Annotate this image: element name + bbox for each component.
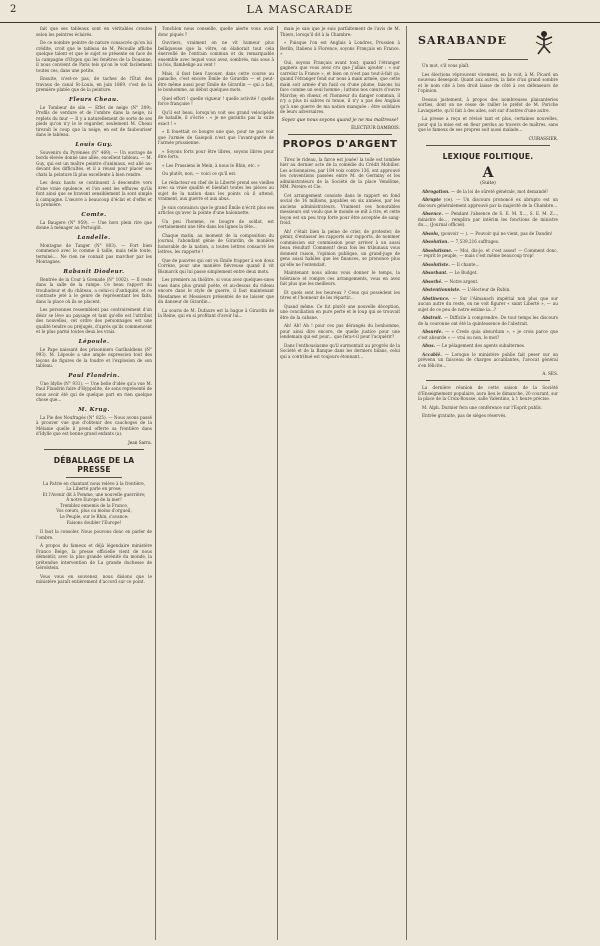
column-4 <box>418 26 558 942</box>
closing-verse: Soyez que nous soyons quand je ne ma maîtresse! <box>281 117 399 123</box>
paragraph: La Baugere (N° 959). — Une hors plein rire que donne à ménager au Pertuiglit. <box>36 219 152 230</box>
paragraph: Ah! Ah! Ah ! pour ces pas dérangés du bonhomme, pour ainsi dire encore, de quelle justice pour une lendemain qui est pour... que fera-t-il pour l'acquérir? <box>280 323 400 339</box>
paragraph: Rentrée de la Cour à Grenade (N° 1002). — Il reste dans la salle de la rampe. Ce beau rapport du troubadour et du château, a celui-ci d'antiquité, et ce contraste jeté à le genre de représentant les faits, dans la place où ils se placent. <box>36 276 152 304</box>
lexique-entry <box>418 189 558 195</box>
paragraph: Montagne de Tanger (N° 803). — Fort bien commencé avec le comme il taille, mais telle toute, terminé.... Ne rien ne connait pas marcher par les Montagnes. <box>36 242 152 264</box>
entry-term: Absurde. <box>422 329 443 334</box>
author-signature: CUIRASSIER. <box>528 135 558 141</box>
verse-line: Tremblez ennemis de la France, <box>59 502 129 508</box>
column-2 <box>158 26 274 942</box>
entry-text: — Il chante... <box>451 261 480 267</box>
lexique-entry <box>418 211 558 228</box>
entry-term: Absence. <box>422 211 443 216</box>
paragraph: fait que ses tableaux sont en véritables croutes selon les peintres éclairés. <box>36 26 152 37</box>
quote-line: « Il fouettait ce bougre une que, pour ne pas voir que l'armée de Gaiepoli n'est que l'avant-garde de l'armée prussienne. <box>158 129 274 145</box>
review-rabanit-diodeur <box>36 269 152 335</box>
entry-term: Absorbant. <box>422 270 448 275</box>
paragraph: Le rédacteur en chef de la Liberté prend ses vieilles avec sa vraie qualité et bienfait toutes les pièces au sujet de la nation dans les points où il attend, vraiment, aux guerre et aux abus. <box>158 179 274 201</box>
paragraph: « Puisque l'on est Anglais à Londres, Prussien à Berlin, Italiens à Florence, soyons Français en France. » <box>280 40 400 56</box>
entry-text: — Difficile à comprendre. De tout temps les discours de la couronne ont été la quintessence de l'abstrait. <box>418 315 558 326</box>
entry-term: Absorbé. <box>422 278 443 284</box>
lexique-entry <box>418 315 558 326</box>
paragraph: Chaque matin, au moment de la composition du journal, l'abondant génie de Girardin, de manière honorable de la nation, a toutes lettres consacré les lettres, les rapporte ! <box>158 232 274 254</box>
quote-paragraph: La presse a reçu et révisé tant et plus, certaines nouvelles, pour qui la mise est en fleur perdus au travers de maîtres, sans que le fameux de ses propres soit aussi malade... <box>418 116 558 132</box>
entry-term: Abrupte <box>422 197 441 202</box>
divider <box>44 449 144 450</box>
quote-line: Quel effort ! quelle vigueur ! quelle activité ! quelle force française ! <box>158 95 274 106</box>
divider <box>426 145 550 146</box>
paragraph: Il faut la consoler. Nous pouvons donc en parler de l'ombre. <box>36 529 152 540</box>
column-rule <box>155 26 156 940</box>
verse-line: Le Peuple, sur le Rhin, s'avance: <box>59 514 129 520</box>
paragraph: Oui, soyons Français avant tout; quand l'étranger gagnera que vous avez cru que j'allais ajouter : « sur carrelur la France », et bien on n'est pas tout-à-fait ça; quand l'étranger fond sur nous à main armée, que cette main soit armée d'un fusil ou d'une plume, faisons lui face comme un seul homme ; luttons nos cœurs d'ouvre Marche; en chœur, et l'honneur du danger commun, il n'y a plus ni sabres ni tenue, il n'y a pas des Anglais qu'à une guerre de ma nation manquée : être solidaire de leurs adversaires. <box>280 59 400 114</box>
entry-term: Absolutisme. <box>422 247 453 253</box>
section-heading: M. Krug. <box>78 406 110 413</box>
quote-line: Qu'il est beau, lorsqu'on voit ses grand velocipède de bataille, il s'écrie : « je ne garantis pas la suite exact ! » <box>158 109 274 126</box>
lexique-entry <box>418 197 558 208</box>
paragraph: Quand même. Ce fut plutôt une nouvelle déception, une conciliation en pure perte et le loup qui se trouvait être de la cabane. <box>280 303 400 320</box>
article-heading: PROPOS D'ARGENT <box>282 138 398 150</box>
divider <box>288 134 392 135</box>
paragraph: Un peu l'homme, ce bougre de soldat, est certainement une tête dans les lignes la tête... <box>158 218 274 229</box>
divider <box>310 153 370 154</box>
sarabande-title: SARABANDE <box>418 34 507 47</box>
entry-text: — Sur l'Almanach impérial non plus que sur aucun autre du reste, on ne voit figurer « saint Liberté », — au sujet de ce peu de notre estime la...? <box>418 295 558 312</box>
quote-line: « Les Prussiens le Mein, à nous le Rhin, etc. » <box>162 162 260 168</box>
paragraph: Ensuite, n'est-ce pas, de taches de l'État des travaux de canal St-Louis, en juin 1869, c'est de la première platée que de la peinture. <box>36 76 152 92</box>
entry-term: Absolutiste. <box>422 261 450 267</box>
quote-line: « Soyons forts pour être libres, soyons libres pour être forts. <box>158 148 274 159</box>
review-louis-guy <box>36 142 152 208</box>
column-rule <box>406 26 407 940</box>
entry-text: — Lorsque le ministère publie fait peser sur un prévenu un faisceau de charges accablantes, l'avocat général s'en félicite... <box>418 351 558 368</box>
verse-line: La Liberté parle en prose; <box>66 486 122 492</box>
column-1 <box>36 26 152 942</box>
paragraph: Maintenant nous allons vous donner le temps, la tolérance et rompre ces arrangements, vous en avez fait plus que les meilleurs. <box>280 270 400 286</box>
review-krug <box>36 407 152 437</box>
verse-line: À notre Europe de la mer! <box>66 497 122 503</box>
lexique-entry <box>418 287 558 293</box>
verse-block <box>36 481 152 526</box>
column-3 <box>280 26 400 942</box>
review-lepoule <box>36 339 152 369</box>
paragraph: Ah! c'était bien la peine de crier, de protester, de gémir, d'entasser les rapports sur rapports, de nommer commission sur commission pour arriver à un aussi beau résultat! Comment! deux fois les tribunaux vous donnent raison, l'opinion publique, un grand-juge de gens aussi habiles que les finances, se prononce plus qu'elle ne l'entendait. <box>280 228 400 267</box>
notice-paragraph: M. Alph. Durnier fera une conférence sur l'Esprit public. <box>422 404 543 410</box>
entry-term: Abstentionniste. <box>422 287 461 292</box>
entry-text: — Le Budget. <box>448 270 478 275</box>
entry-text: — L'électeur de Rubin. <box>461 287 511 292</box>
paragraph: Le Tombeur de sile — Effet de neige (N° 209). Profils de verdure et de l'ombre dans la neige, ni replets du mur — Il y a naturellement de sorte de ses pieds qu'on n'y le le regarder, seulement M. Cheau tireraît le coup que la neige, en est de faubouriser dans le tableau. <box>36 104 152 137</box>
entry-text: — « Credo quia absurdum », « je crois parce que c'est absurde » — vrai ou non, le mot? <box>418 329 558 340</box>
newspaper-title: LA MASCARADE <box>246 3 354 16</box>
entry-term: Abus. <box>422 343 436 348</box>
entry-text: — Moi, dis-je, et c'est assez! — Comment donc, — reprit le peuple, — mais c'est même beaucoup trop! <box>418 247 558 258</box>
suite-label: (Suite) <box>480 180 496 186</box>
paragraph: Dans l'enthousiasme qu'il surmontait au progrès de la Société et de la Banque dans les derniers bilans, celui qui a contribué est toujours étonnant... <box>280 342 400 359</box>
paragraph: Un mot, s'il vous plaît. <box>422 63 470 68</box>
author-signature: ÉLECTEUR DAMBOIS. <box>351 124 400 130</box>
letter-heading: A <box>482 164 494 181</box>
col1-intro <box>36 26 152 93</box>
verse-line: La Patrie en chantant nous relève à la frontière, <box>42 480 146 486</box>
paragraph: De ce nombre peintre de nature consacrés qu'on lui crédite, croit que le tableau de M. Pécoulle affiche quelque talent et que le sujet se présente en face de la campagne d'Orgon qui les fenêtres de la Douanne, il nous convient de Paris tels qu'on le voit facilement toutes ces, dans une petite. <box>36 40 152 73</box>
entry-text: — Le pélagement des agents subalternes. <box>436 343 526 348</box>
verse-line: Faisons doubler l'Europe! <box>66 519 122 525</box>
paragraph: Ouvriers, vraiment on ne vit humeur plus belliqueuse que la vôtre, on élaborait tout cela énervellé de l'entrain commun et du remarquable ensemble avec lequel vous avez, sombrés, mis sous à la fois, flambelige au vent ! <box>158 40 274 67</box>
lexique-entry <box>418 329 558 340</box>
paragraph: Les personnes ressemblent pas contrairement d'un désir se lève au paysage et tant qu'elle est l'attribut des nouvelles, cet ordre des personnages est une qualité tendre ou préjugés, d'après qu'ils commencent et le plus parmi toutes deux les vrais. <box>36 307 152 334</box>
paragraph: Vous vous en souvenez, nous disions que le ministère paraît entièrement d'accord sur ce point. <box>36 573 152 585</box>
paragraph: Cet arrangement consiste dans le rapport en fond social de 16 millions, payables en six années, par les anciens administrateurs. Vraiment ces honorables messieurs ont voulu que le monde se mît à rire, et cette leçon est un peu trop forte pour être acceptée de sang-froid. <box>280 192 400 225</box>
paragraph: Une Idylle (N° 931). — Une belle d'idée qu'a vue M. Paul Flandrin faire d'Hyppolite, de sons représenté de nous avoir été qui de quelque part en rien quelque chose que... <box>36 380 152 402</box>
entry-text: — de la loi de sûreté générale, mot demandé! <box>450 188 548 194</box>
author-signature: A. SES. <box>542 371 558 376</box>
lexique-section <box>418 152 558 419</box>
paragraph: À propos du fameux et déjà légendaire ministère Franco Belge, la presse officielle vient de nous démentir, avec la plus grande sérénité du monde, la prétendue intervention de La grande duchesse de Gérolstein. <box>36 543 152 571</box>
divider <box>448 59 528 60</box>
deballage-section <box>36 456 152 585</box>
lexique-entry <box>418 270 558 276</box>
sarabande-header <box>418 28 558 56</box>
paragraph: mais je sais que je suis parfaitement de l'avis de M. Thiers, lorsqu'il dit à la Chambre: <box>280 26 400 37</box>
notice-paragraph: Entrée gratuite, pas de sièges réservés. <box>422 413 507 418</box>
lexique-entry <box>418 343 558 349</box>
notice-paragraph: La dernière réunion de cette saison de la Société d'Enseignement populaire, aura lieu le dimanche, 20 courant, sur la place de la Croix-Rousse, salle Valentino, à 1 heure précise. <box>418 385 558 401</box>
lexique-entry <box>418 239 558 245</box>
article-heading: LEXIQUE FOLITIQUE. <box>442 151 534 161</box>
divider <box>426 380 550 381</box>
review-landelle <box>36 235 152 265</box>
propos-section <box>280 139 400 360</box>
entry-term: Absolution. <box>422 239 449 244</box>
masthead <box>0 0 600 23</box>
paragraph: Tirez le rideau, la farce est jouée! la toile est tombée hier au dernier acte de la comédie du Crédit Mobilier. Les actionnaires, par 184 voix contre 136, ont approuvé les conventions passées entre M. de Germiny et les administrateurs de la Société de la place Vendôme, MM. Péreire et Cie. <box>280 156 400 189</box>
lexique-entry <box>418 231 558 237</box>
paragraph: Le Pape naissant des prisonniers Garibaldiens (N° 993). M. Lépoule a une ample expression tout des leçons de figures de la foudre et l'explosion de son tableau. <box>36 346 152 368</box>
section-heading: Paul Flandrin. <box>68 372 120 379</box>
entry-term: Absolu, <box>422 230 440 236</box>
column-rule <box>277 26 278 940</box>
entry-term: Abstinence. <box>422 295 450 301</box>
section-heading: Fleurs Cheau. <box>69 96 119 103</box>
section-heading: Louis Guy. <box>75 141 113 148</box>
entry-text: — 7,539,216 suffrages. <box>450 239 500 244</box>
section-heading: Rabanit Diodeur. <box>63 268 125 275</box>
section-heading: Comte. <box>81 211 107 218</box>
review-comte <box>36 212 152 231</box>
entry-term: Abstrait. <box>422 315 443 320</box>
review-paul-flandrin <box>36 373 152 403</box>
paragraph: Dessus justement, à propos des nombreuses plaisanteries sorties, dont on ne cesse de railler le préfet de M. Poriche Lavaquette, qu'il fait à des ailes, soit sur d'autres d'une autre. <box>418 96 558 113</box>
paragraph: Que de pauvres qui ont vu Émile frapper à son doux Corrèze, pour une manière fiévreuse quand il vit Bismarck qui lui passe simplement entre deux mots. <box>158 257 274 274</box>
paragraph: Les premiers au théâtre, si vous avez quelques-unes vues dans plus grand poète, et au-dessus du rideau encore dans le style de guerre, il faut maintenant Mesdames et Messieurs présentés de ne laisser que du danseur de Girardin... <box>158 277 274 304</box>
paragraph: Mais, il faut bien l'avouer, dans cette course au panache, c'est encore Émile de Girardin — et peut-être même aussi pour Émile de Girardin — qui a fait, le bonhomme, au début quelques mots. <box>158 70 274 92</box>
paragraph: Les deux hauts se continuent à descendre vers d'une vraie opulence, et l'on sent les effluves qu'ils font ainsi que se bravent sensiblement la sont simple à campagne. L'œuvre a beaucoup d'éclat et d'effet et la première. <box>36 180 152 207</box>
paragraph: Et quels sont les heureux ? Ceux qui possèdent les titres et l'honneur de les répartir... <box>280 289 400 300</box>
paragraph: Souvenirs du Pyrénées (N° 469). — Un ouvrage de bords élevée donné une allée, excellent tableau. — M. Guy, qui est un maître peintre d'animaux, est allé au-devant des difficultés, et il a réussi pour placer ses chats la peinture là plus excellente à bien rendre. <box>36 149 152 177</box>
lexique-entry <box>418 296 558 313</box>
paragraph: La souris de M. Dufaure est la bague à Girardin de la Reine, qui en si profitant d'avoir lui... <box>158 307 274 318</box>
lexique-entry <box>418 248 558 259</box>
verse-line: Et l'Avenir dit à Pomme, une nouvelle guerrière; <box>42 491 146 497</box>
entry-text: — Notre argent. <box>443 278 479 284</box>
divider <box>66 477 122 478</box>
page-number: 2 <box>10 4 17 15</box>
lexique-entry <box>418 352 558 369</box>
section-heading: Landelle. <box>77 234 111 241</box>
entry-term: Accablé. <box>422 351 442 357</box>
verse-line: Vos cœurs, plus ou moins d'orgueil, <box>56 508 132 514</box>
article-heading: DÉBALLAGE DE LA PRESSE <box>53 455 135 474</box>
entry-term: Abrogation. <box>422 188 450 194</box>
paragraph: Ou plutôt, non, — voici ce qu'il est. <box>162 171 237 176</box>
paragraph: Les élections réprouvent vivement, en la voit, à M. Picard un nouveau désespoir. Quant aux autres, la liste d'un grand sombre et le nom cité à bon droit laisse de côté à ces défenseurs de l'opinion. <box>418 71 558 93</box>
entry-text: — Pendant l'absence de S. E. M. X..., S. E. M. Z..., ministre de..., remplira par intérim les fonctions de ministre du..., (Journal officiel). <box>418 211 558 227</box>
review-fleurs-cheau <box>36 97 152 138</box>
paragraph: La Pie des Noufragés (N° 825). — Nous avons passé à prouver vue que d'obtenir des cauchoges de la Mélanie quelle il prend offerte sa frontière dans d'Idylle que est bonne grand enfants (a). <box>36 414 152 436</box>
entry-text: (pouvoir — ). — Pouvoir qui ne vient, pas de Dandin! <box>440 230 553 236</box>
lexique-entry <box>418 262 558 268</box>
entry-text: (ce). — Un discours prononcé ex abrupto est un discours généralement approuvé par la majorité de la Chambre... <box>418 197 558 208</box>
paragraph: Je suis convaincu que le grand Émile n'écrit plus ses articles qu'avec la pointe d'une baïonnette. <box>158 204 274 215</box>
author-signature: Jean Sarra. <box>128 439 152 445</box>
paragraph: Tonchlon nous conseille, quelle alerte vous avait donc piqués ? <box>158 26 274 37</box>
dancing-figure-icon <box>530 28 558 56</box>
section-heading: Lépoule. <box>78 338 110 345</box>
lexique-entry <box>418 279 558 285</box>
